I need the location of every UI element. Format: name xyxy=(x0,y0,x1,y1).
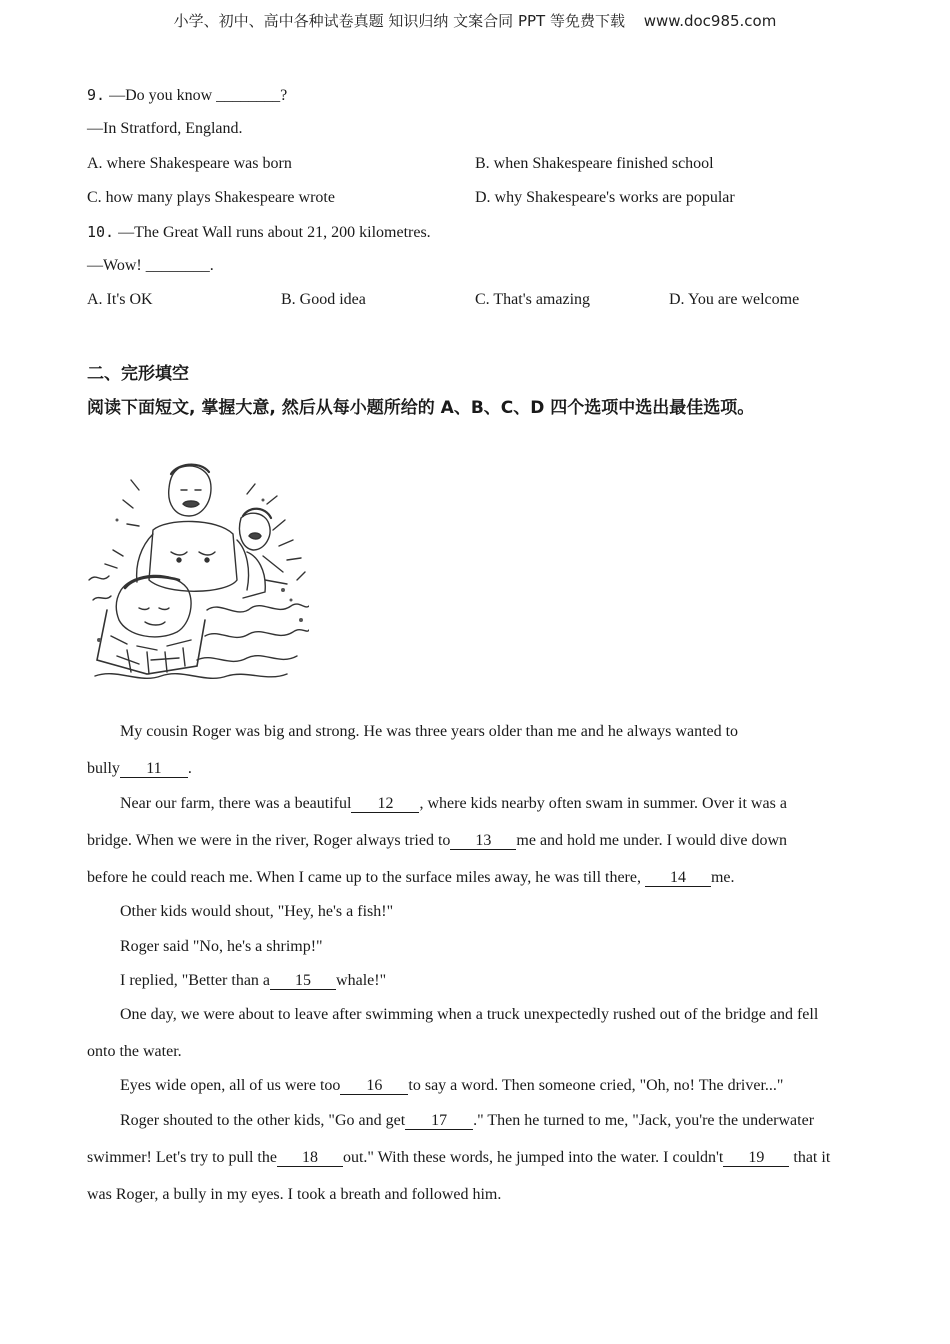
text-segment: Roger shouted to the other kids, "Go and get xyxy=(120,1112,406,1129)
blank-19: 19 xyxy=(723,1150,789,1167)
blank-17: 17 xyxy=(405,1113,473,1130)
q10-option-b: B. Good idea xyxy=(281,291,366,308)
page-header xyxy=(0,10,950,31)
blank-15: 15 xyxy=(270,973,336,990)
blank-14: 14 xyxy=(645,870,711,887)
passage-p7 xyxy=(87,1077,783,1095)
q10-number: 10. xyxy=(87,223,115,241)
passage-p4: Roger said "No, he's a shrimp!" xyxy=(120,938,323,955)
q10-option-a: A. It's OK xyxy=(87,291,153,308)
q9-number: 9. xyxy=(87,86,106,104)
passage-p3: Other kids would shout, "Hey, he's a fish!" xyxy=(120,903,394,920)
text-segment: Near our farm, there was a beautiful xyxy=(120,795,352,812)
swimmers-illustration xyxy=(87,460,309,690)
q9-prompt-line xyxy=(87,86,287,105)
blank-16: 16 xyxy=(340,1078,408,1095)
text-segment: me and hold me under. I would dive down xyxy=(516,832,788,849)
q9-answer-line: —In Stratford, England. xyxy=(87,120,243,137)
text-segment: that it xyxy=(789,1149,831,1166)
passage-p8-line3: was Roger, a bully in my eyes. I took a breath and followed him. xyxy=(87,1186,502,1203)
blank-18: 18 xyxy=(277,1150,343,1167)
passage-p1-line2 xyxy=(87,760,192,778)
passage-p8-line1 xyxy=(87,1112,814,1130)
header-text: 小学、初中、高中各种试卷真题 知识归纳 文案合同 PPT 等免费下载 xyxy=(173,12,625,30)
text-segment: bully xyxy=(87,760,120,777)
text-segment: ." Then he turned to me, "Jack, you're the underwater xyxy=(473,1112,815,1129)
text-segment: to say a word. Then someone cried, "Oh, no! The driver..." xyxy=(408,1077,784,1094)
q9-option-a: A. where Shakespeare was born xyxy=(87,155,292,172)
blank-12: 12 xyxy=(351,796,419,813)
q9-option-c: C. how many plays Shakespeare wrote xyxy=(87,189,335,206)
text-segment: whale!" xyxy=(336,972,387,989)
q9-option-b: B. when Shakespeare finished school xyxy=(475,155,714,172)
text-segment: . xyxy=(187,760,192,777)
text-segment: out." With these words, he jumped into the water. I couldn't xyxy=(342,1149,724,1166)
q9-prompt: —Do you know ________? xyxy=(109,87,288,104)
q9-option-d: D. why Shakespeare's works are popular xyxy=(475,189,735,206)
q10-prompt-line xyxy=(87,223,431,242)
text-segment: Eyes wide open, all of us were too xyxy=(120,1077,341,1094)
text-segment: bridge. When we were in the river, Roger always tried to xyxy=(87,832,451,849)
section-title: 二、完形填空 xyxy=(87,364,189,384)
text-segment: , where kids nearby often swam in summer. Over it was a xyxy=(419,795,787,812)
passage-p8-line2 xyxy=(87,1149,830,1167)
q10-answer-line: —Wow! ________. xyxy=(87,257,214,274)
passage-p1-line1: My cousin Roger was big and strong. He was three years older than me and he always wanted to xyxy=(120,723,739,740)
blank-13: 13 xyxy=(450,833,516,850)
passage-p6-line2: onto the water. xyxy=(87,1043,182,1060)
passage-p2-line3 xyxy=(87,869,735,887)
section-instruction: 阅读下面短文, 掌握大意, 然后从每小题所给的 A、B、C、D 四个选项中选出最佳选项。 xyxy=(87,398,755,418)
passage-p6-line1: One day, we were about to leave after swimming when a truck unexpectedly rushed out of the bridge and fell xyxy=(120,1006,819,1023)
header-site: www.doc985.com xyxy=(643,12,777,30)
passage-p5 xyxy=(87,972,386,990)
q10-prompt: —The Great Wall runs about 21, 200 kilometres. xyxy=(118,224,431,241)
passage-p2-line1 xyxy=(87,795,787,813)
q10-option-c: C. That's amazing xyxy=(475,291,591,308)
text-segment: me. xyxy=(710,869,735,886)
q10-option-d: D. You are welcome xyxy=(669,291,800,308)
passage-p2-line2 xyxy=(87,832,787,850)
text-segment: swimmer! Let's try to pull the xyxy=(87,1149,277,1166)
text-segment: I replied, "Better than a xyxy=(120,972,271,989)
blank-11: 11 xyxy=(120,761,188,778)
text-segment: before he could reach me. When I came up to the surface miles away, he was till there, xyxy=(87,869,641,886)
